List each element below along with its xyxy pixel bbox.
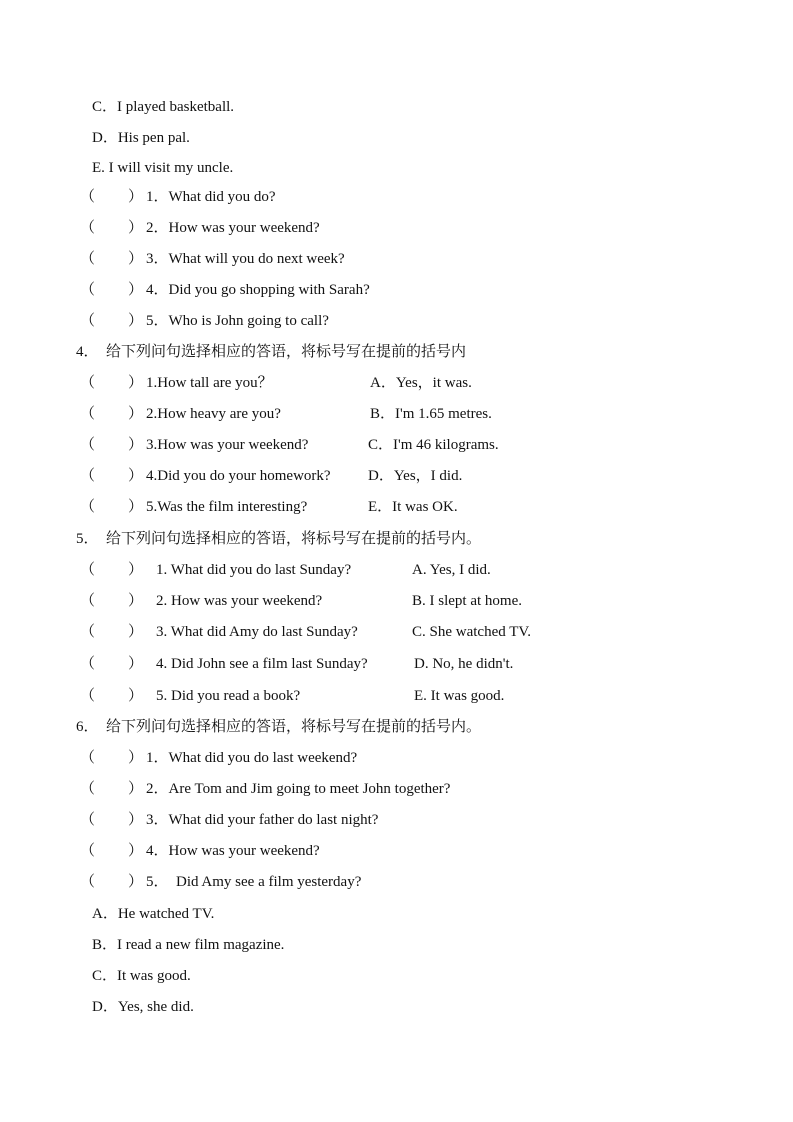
- section4-heading: 4． 给下列问句选择相应的答语，将标号写在提前的括号内: [76, 344, 467, 360]
- answer-blank-open[interactable]: （: [80, 468, 96, 484]
- answer-option: E．It was OK.: [368, 499, 458, 515]
- answer-option: C. She watched TV.: [412, 624, 532, 640]
- answer-blank-close: ）: [128, 220, 144, 236]
- answer-blank-close: ）: [128, 593, 144, 609]
- answer-blank-open[interactable]: （: [80, 282, 96, 298]
- option-d: D．His pen pal.: [92, 130, 190, 146]
- answer-blank-close: ）: [128, 750, 144, 766]
- question-text: 3．What will you do next week?: [146, 251, 345, 267]
- answer-blank-close: ）: [128, 189, 144, 205]
- answer-blank-open[interactable]: （: [80, 189, 96, 205]
- answer-blank-open[interactable]: （: [80, 812, 96, 828]
- answer-blank-close: ）: [128, 656, 144, 672]
- answer-blank-close: ）: [128, 282, 144, 298]
- option-e: E. I will visit my uncle.: [92, 160, 234, 176]
- answer-blank-close: ）: [128, 562, 144, 578]
- answer-option: B. I slept at home.: [412, 593, 522, 609]
- question-text: 5． Did Amy see a film yesterday?: [146, 874, 362, 890]
- question-text: 3．What did your father do last night?: [146, 812, 379, 828]
- question-text: 5. Did you read a book?: [156, 688, 301, 704]
- question-text: 1．What did you do last weekend?: [146, 750, 358, 766]
- answer-blank-open[interactable]: （: [80, 437, 96, 453]
- answer-blank-open[interactable]: （: [80, 562, 96, 578]
- answer-blank-open[interactable]: （: [80, 843, 96, 859]
- question-text: 1.How tall are you？: [146, 375, 273, 391]
- answer-blank-open[interactable]: （: [80, 375, 96, 391]
- answer-option: B．I'm 1.65 metres.: [370, 406, 492, 422]
- question-text: 4.Did you do your homework?: [146, 468, 331, 484]
- answer-blank-close: ）: [128, 688, 144, 704]
- answer-blank-close: ）: [128, 781, 144, 797]
- answer-option: D. No, he didn't.: [414, 656, 514, 672]
- answer-blank-open[interactable]: （: [80, 750, 96, 766]
- answer-blank-close: ）: [128, 406, 144, 422]
- answer-blank-open[interactable]: （: [80, 313, 96, 329]
- answer-blank-close: ）: [128, 843, 144, 859]
- answer-blank-open[interactable]: （: [80, 499, 96, 515]
- answer-blank-open[interactable]: （: [80, 406, 96, 422]
- question-text: 1. What did you do last Sunday?: [156, 562, 352, 578]
- option-c: C．I played basketball.: [92, 99, 235, 115]
- question-text: 5.Was the film interesting?: [146, 499, 308, 515]
- answer-option: D．Yes，I did.: [368, 468, 463, 484]
- question-text: 3.How was your weekend?: [146, 437, 309, 453]
- question-text: 1．What did you do?: [146, 189, 276, 205]
- question-text: 2. How was your weekend?: [156, 593, 323, 609]
- answer-blank-open[interactable]: （: [80, 624, 96, 640]
- option-d: D．Yes, she did.: [92, 999, 194, 1015]
- answer-blank-open[interactable]: （: [80, 688, 96, 704]
- answer-blank-close: ）: [128, 812, 144, 828]
- answer-blank-open[interactable]: （: [80, 781, 96, 797]
- question-text: 3. What did Amy do last Sunday?: [156, 624, 358, 640]
- answer-option: A．Yes，it was.: [370, 375, 472, 391]
- answer-blank-close: ）: [128, 251, 144, 267]
- question-text: 2．How was your weekend?: [146, 220, 320, 236]
- option-c: C．It was good.: [92, 968, 191, 984]
- answer-blank-close: ）: [128, 874, 144, 890]
- question-text: 4. Did John see a film last Sunday?: [156, 656, 368, 672]
- answer-option: A. Yes, I did.: [412, 562, 491, 578]
- answer-blank-open[interactable]: （: [80, 251, 96, 267]
- answer-option: E. It was good.: [414, 688, 505, 704]
- answer-blank-close: ）: [128, 499, 144, 515]
- answer-blank-open[interactable]: （: [80, 220, 96, 236]
- question-text: 4．How was your weekend?: [146, 843, 320, 859]
- option-b: B．I read a new film magazine.: [92, 937, 285, 953]
- question-text: 2.How heavy are you?: [146, 406, 281, 422]
- section6-heading: 6． 给下列问句选择相应的答语，将标号写在提前的括号内。: [76, 719, 482, 735]
- answer-blank-close: ）: [128, 624, 144, 640]
- question-text: 5．Who is John going to call?: [146, 313, 329, 329]
- answer-blank-close: ）: [128, 375, 144, 391]
- section5-heading: 5． 给下列问句选择相应的答语，将标号写在提前的括号内。: [76, 531, 482, 547]
- answer-blank-close: ）: [128, 313, 144, 329]
- answer-blank-open[interactable]: （: [80, 874, 96, 890]
- answer-blank-open[interactable]: （: [80, 593, 96, 609]
- question-text: 2．Are Tom and Jim going to meet John together?: [146, 781, 451, 797]
- answer-blank-close: ）: [128, 468, 144, 484]
- answer-option: C．I'm 46 kilograms.: [368, 437, 499, 453]
- option-a: A．He watched TV.: [92, 906, 215, 922]
- question-text: 4．Did you go shopping with Sarah?: [146, 282, 370, 298]
- answer-blank-close: ）: [128, 437, 144, 453]
- answer-blank-open[interactable]: （: [80, 656, 96, 672]
